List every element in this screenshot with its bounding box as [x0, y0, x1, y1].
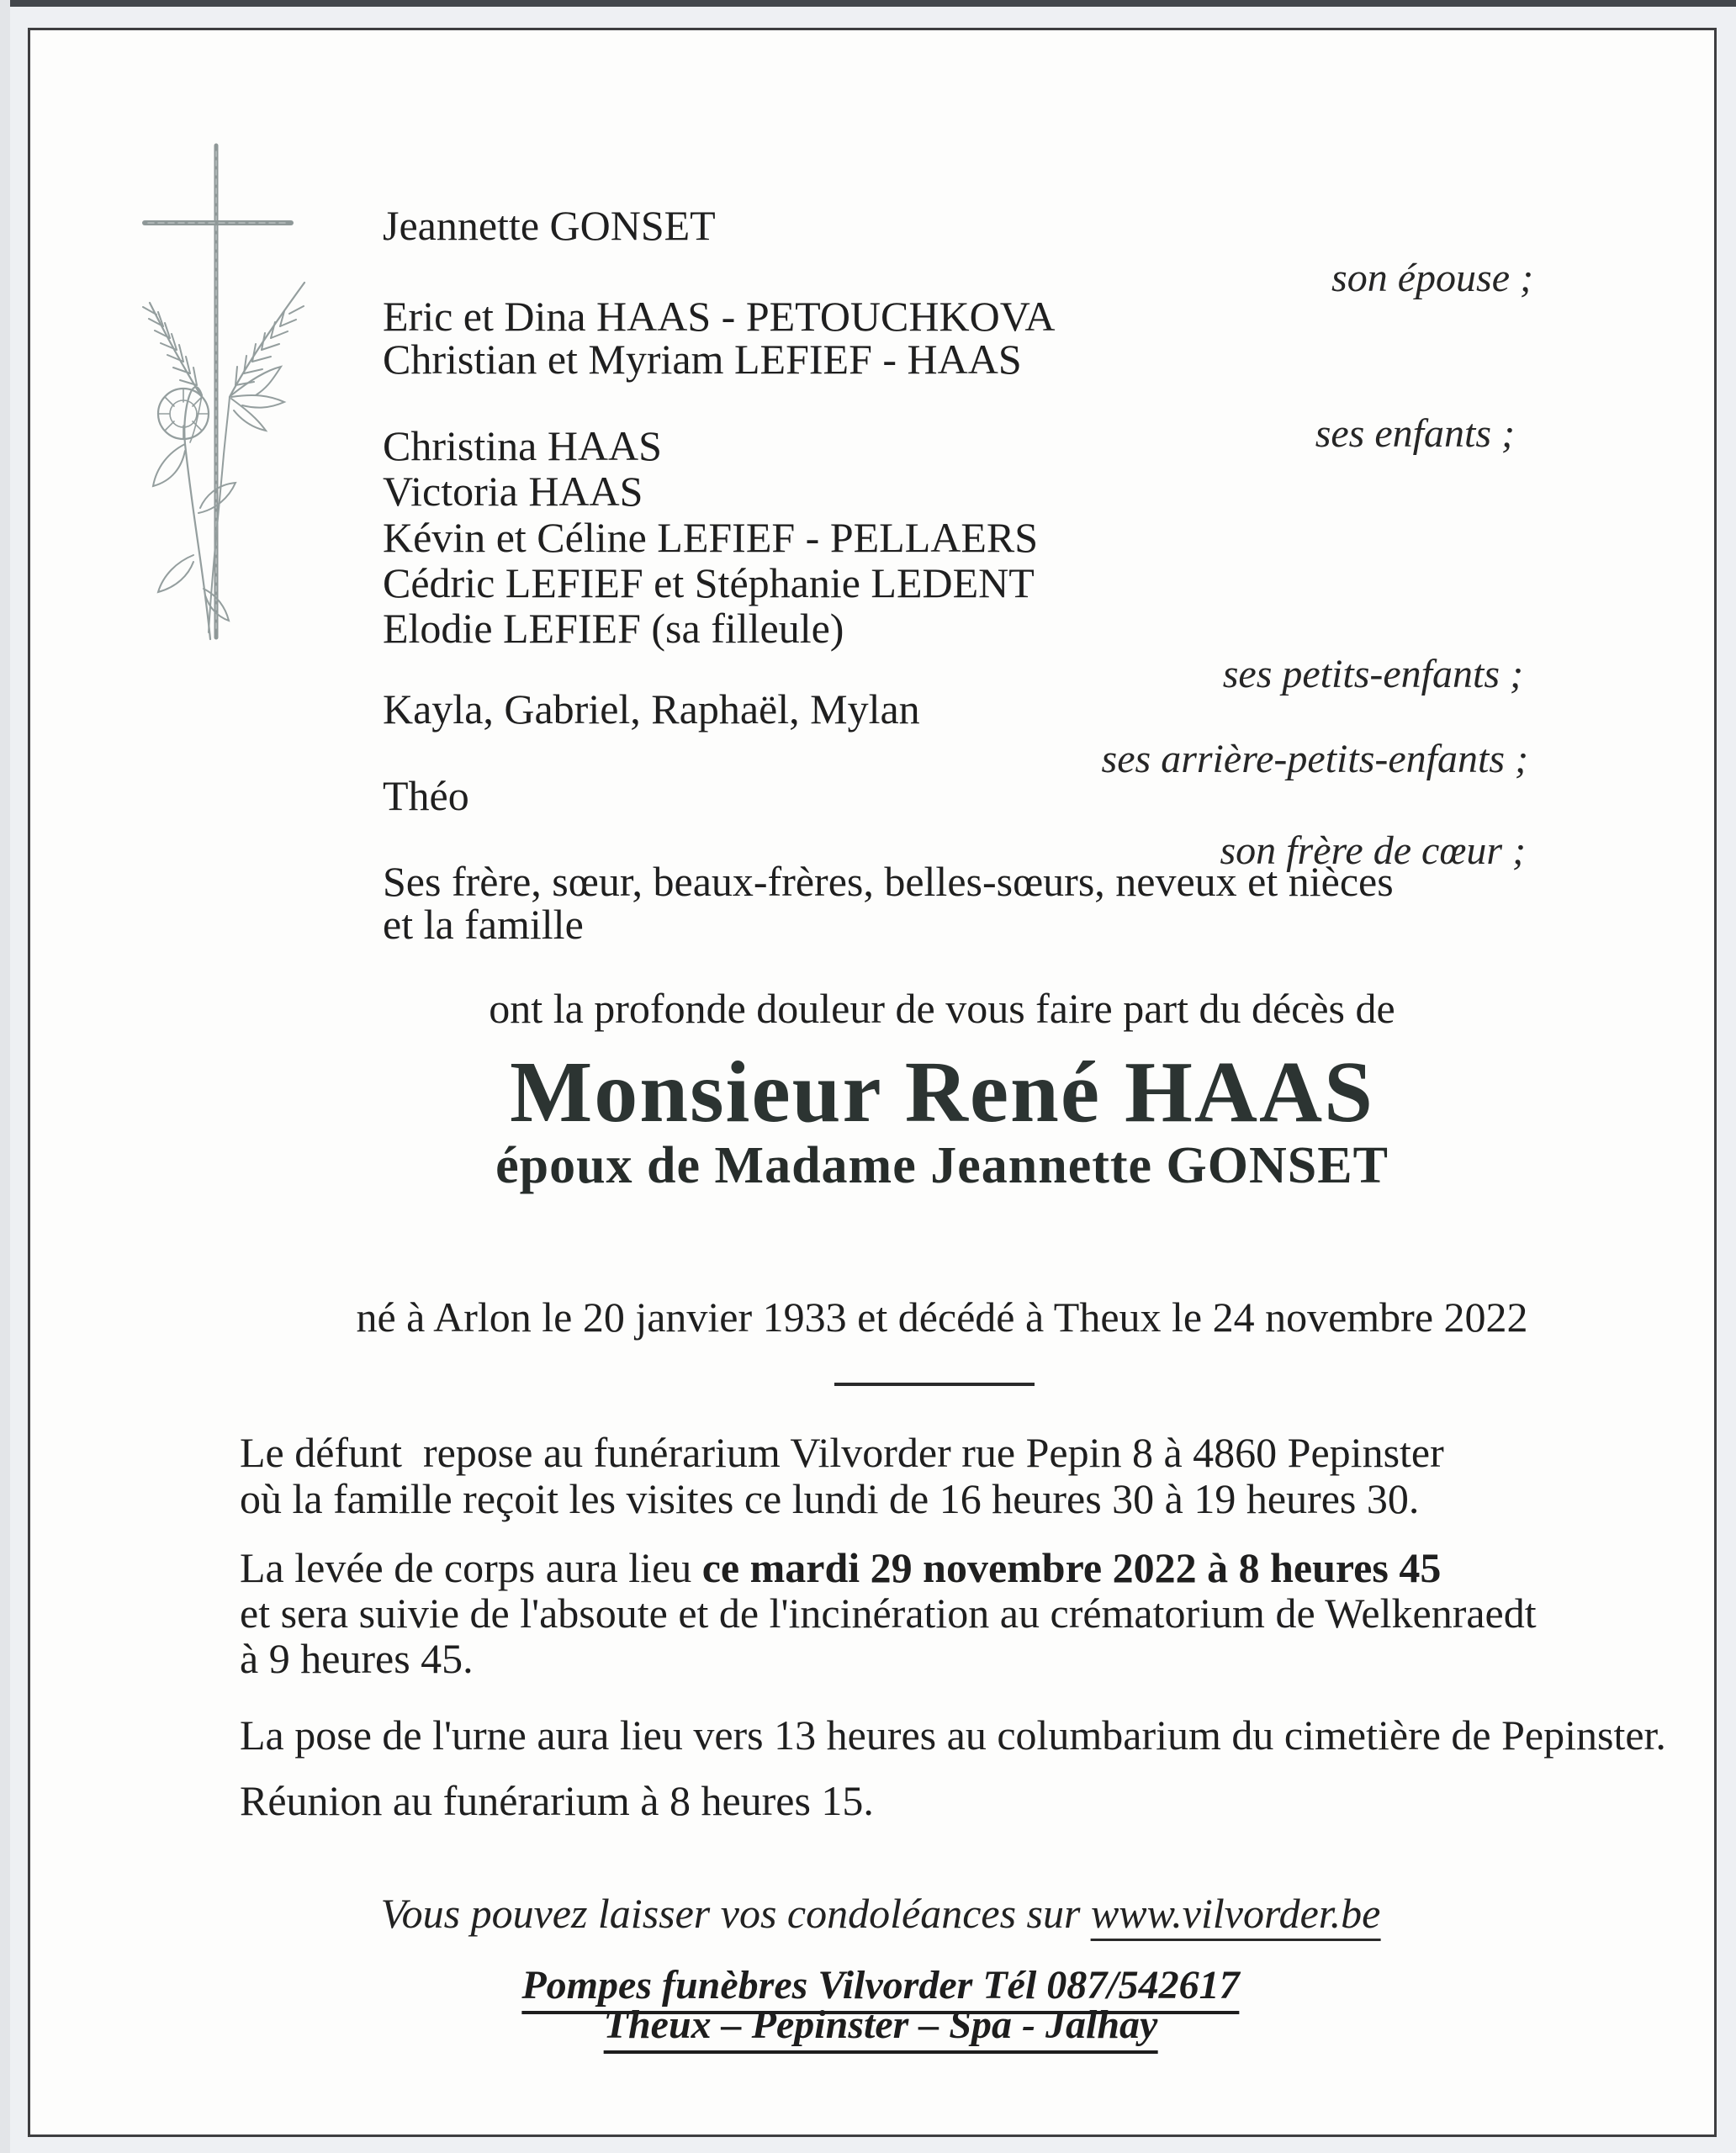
levee-line-2: et sera suivie de l'absoute et de l'incinération au crématorium de Welkenraedt [240, 1590, 1537, 1637]
funeral-home-line: Pompes funèbres Vilvorder Tél 087/542617 [521, 1964, 1239, 2014]
mourner-grandchild-1: Christina HAAS [383, 422, 662, 469]
mourner-grandchild-2: Victoria HAAS [383, 468, 643, 515]
mourner-grandchild-4: Cédric LEFIEF et Stéphanie LEDENT [383, 559, 1035, 606]
deceased-name-title: Monsieur René HAAS [510, 1044, 1374, 1140]
cross-with-wheat-flower-icon [76, 118, 362, 656]
condolences-text: Vous pouvez laisser vos condoléances sur [380, 1890, 1091, 1937]
repose-line-2: où la famille reçoit les visites ce lundi de 16 heures 30 à 19 heures 30. [240, 1475, 1420, 1522]
mourner-heart-brother: Théo [383, 772, 469, 819]
scan-margin-artifact [0, 0, 10, 2153]
levee-line-3: à 9 heures 45. [240, 1635, 474, 1682]
urn-line: La pose de l'urne aura lieu vers 13 heures au columbarium du cimetière de Pepinster. [240, 1711, 1666, 1759]
announcement-intro: ont la profonde douleur de vous faire part du décès de [489, 985, 1395, 1032]
reunion-line: Réunion au funérarium à 8 heures 15. [240, 1777, 874, 1824]
relation-label-great-grandchildren: ses arrière-petits-enfants ; [1101, 737, 1528, 781]
levee-date-bold: ce mardi 29 novembre 2022 à 8 heures 45 [701, 1544, 1442, 1591]
repose-line-1: Le défunt repose au funérarium Vilvorder rue Pepin 8 à 4860 Pepinster [240, 1429, 1444, 1476]
mourner-family-line-2: et la famille [383, 901, 584, 948]
mourner-great-grandchildren: Kayla, Gabriel, Raphaël, Mylan [383, 685, 920, 733]
mourner-child-2: Christian et Myriam LEFIEF - HAAS [383, 336, 1022, 383]
condolences-line [381, 1891, 1381, 1937]
relation-label-grandchildren: ses petits-enfants ; [1222, 652, 1523, 696]
mourner-grandchild-3: Kévin et Céline LEFIEF - PELLAERS [383, 514, 1039, 561]
condolences-url-link[interactable]: www.vilvorder.be [1091, 1890, 1380, 1941]
section-divider [834, 1383, 1035, 1386]
deceased-relation-subtitle: époux de Madame Jeannette GONSET [495, 1137, 1389, 1194]
relation-label-children: ses enfants ; [1315, 411, 1515, 456]
birth-death-line: né à Arlon le 20 janvier 1933 et décédé à Theux le 24 novembre 2022 [356, 1293, 1528, 1341]
funeral-home-regions-line: Theux – Pepinster – Spa - Jalhay [604, 2003, 1158, 2054]
relation-label-heart-brother: son frère de cœur ; [1220, 828, 1526, 873]
mourner-spouse-name: Jeannette GONSET [383, 202, 716, 249]
mourner-child-1: Eric et Dina HAAS - PETOUCHKOVA [383, 293, 1056, 340]
levee-prefix: La levée de corps aura lieu [240, 1544, 702, 1591]
relation-label-spouse: son épouse ; [1331, 256, 1533, 300]
scan-edge-artifact [0, 0, 1736, 7]
mourner-grandchild-5: Elodie LEFIEF (sa filleule) [383, 605, 844, 652]
levee-line-1 [240, 1545, 1441, 1591]
mourner-family-line-1: Ses frère, sœur, beaux-frères, belles-sœurs, neveux et nièces [383, 858, 1394, 905]
